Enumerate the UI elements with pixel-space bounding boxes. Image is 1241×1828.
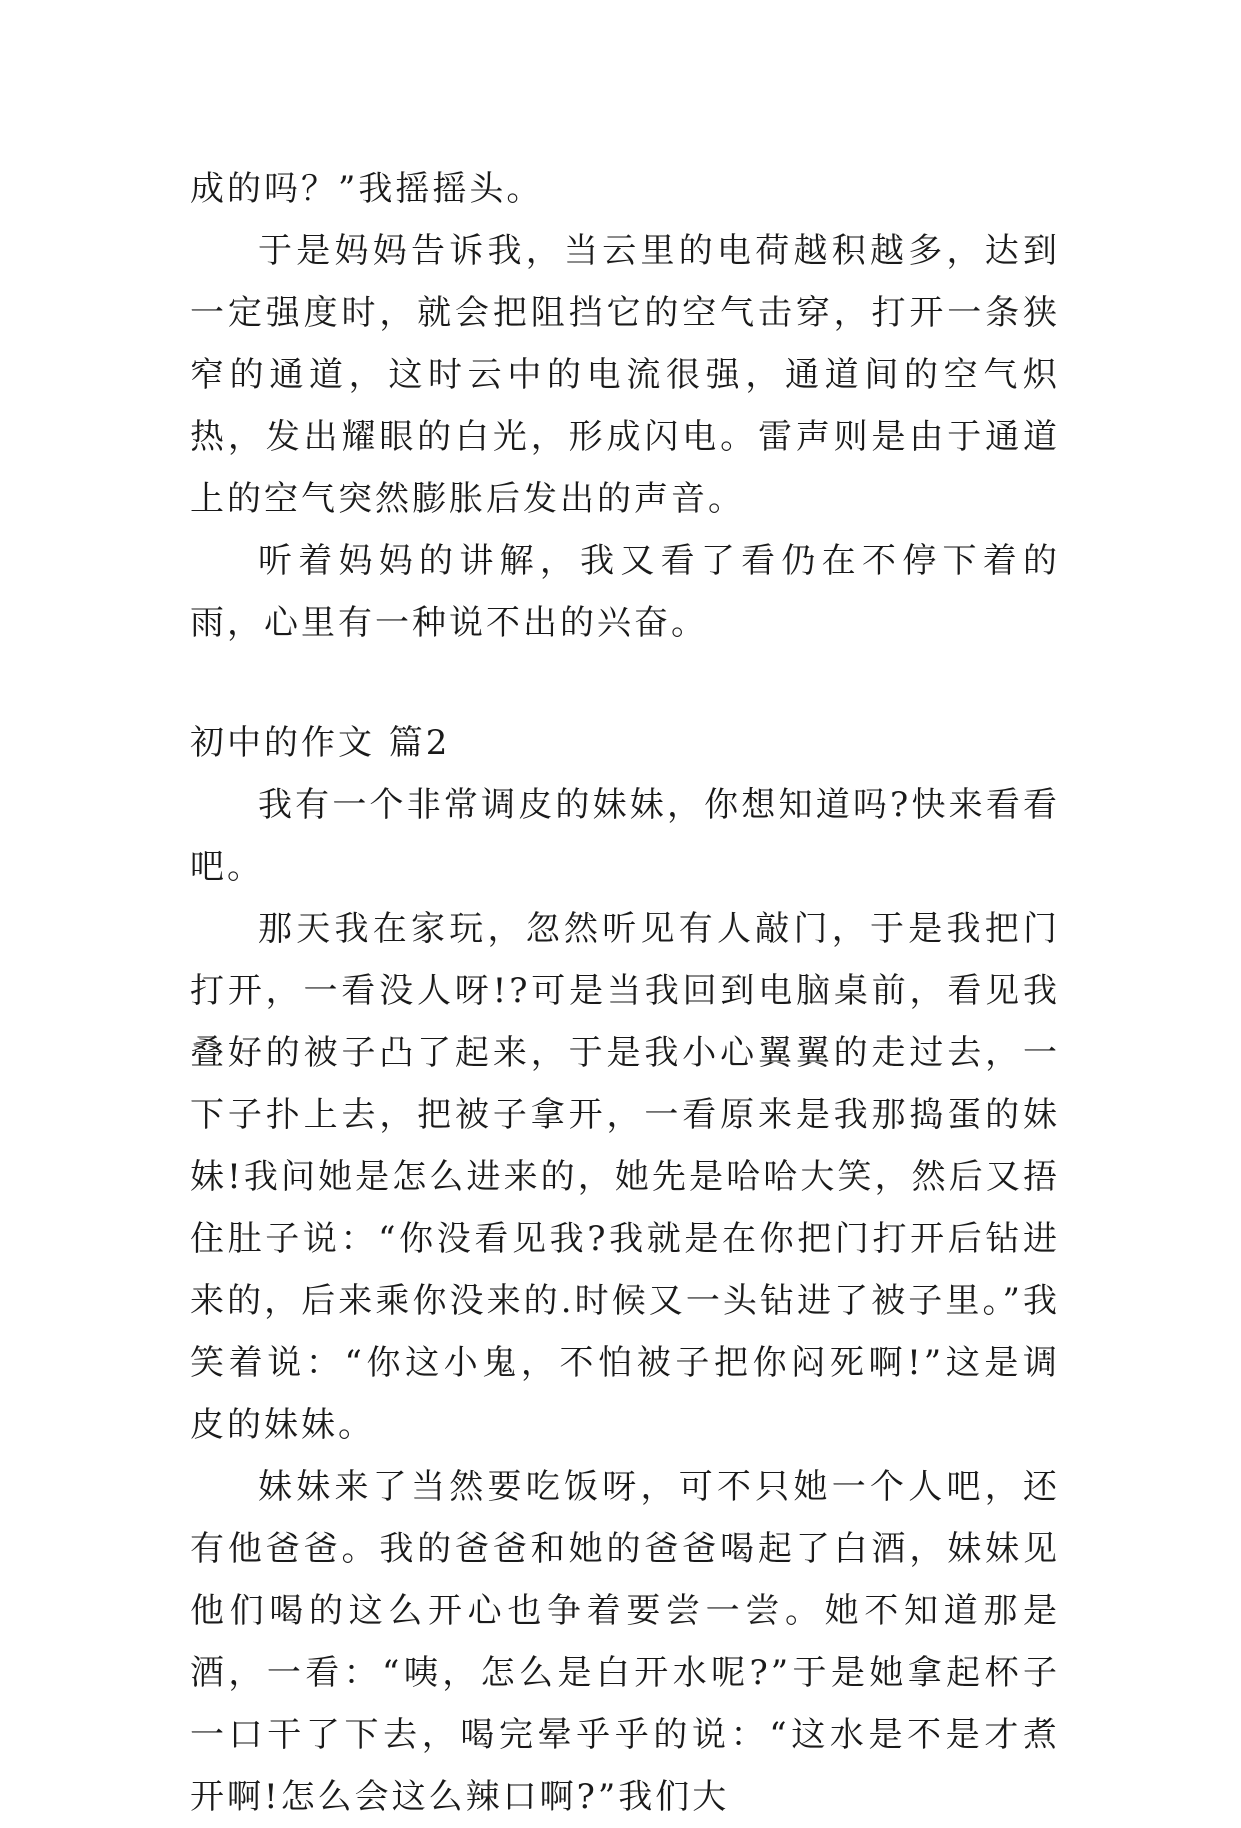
paragraph: 于是妈妈告诉我，当云里的电荷越积越多，达到一定强度时，就会把阻挡它的空气击穿，打开一条狭窄的通道，这时云中的电流很强，通道间的空气炽热，发出耀眼的白光，形成闪电。雷声则是由于通道上的空气突然膨胀后发出的声音。 <box>190 231 1060 519</box>
paragraph: 成的吗？”我摇摇头。 <box>190 169 544 209</box>
paragraph: 那天我在家玩，忽然听见有人敲门，于是我把门打开，一看没人呀!?可是当我回到电脑桌前，看见我叠好的被子凸了起来，于是我小心翼翼的走过去，一下子扑上去，把被子拿开，一看原来是我那捣蛋的妹妹!我问她是怎么进来的，她先是哈哈大笑，然后又捂住肚子说：“你没看见我?我就是在你把门打开后钻进来的，后来乘你没来的.时候又一头钻进了被子里。”我笑着说：“你这小鬼，不怕被子把你闷死啊!”这是调皮的妹妹。 <box>190 909 1060 1445</box>
paragraph: 我有一个非常调皮的妹妹，你想知道吗?快来看看吧。 <box>190 785 1060 887</box>
paragraph: 妹妹来了当然要吃饭呀，可不只她一个人吧，还有他爸爸。我的爸爸和她的爸爸喝起了白酒，妹妹见他们喝的这么开心也争着要尝一尝。她不知道那是酒，一看：“咦，怎么是白开水呢?”于是她拿起杯子一口干了下去，喝完晕乎乎的说：“这水是不是才煮开啊!怎么会这么辣口啊?”我们大 <box>190 1467 1060 1817</box>
section-heading: 初中的作文 篇2 <box>190 723 451 763</box>
paragraph: 听着妈妈的讲解，我又看了看仍在不停下着的雨，心里有一种说不出的兴奋。 <box>190 541 1060 643</box>
document-body <box>190 158 1060 1828</box>
